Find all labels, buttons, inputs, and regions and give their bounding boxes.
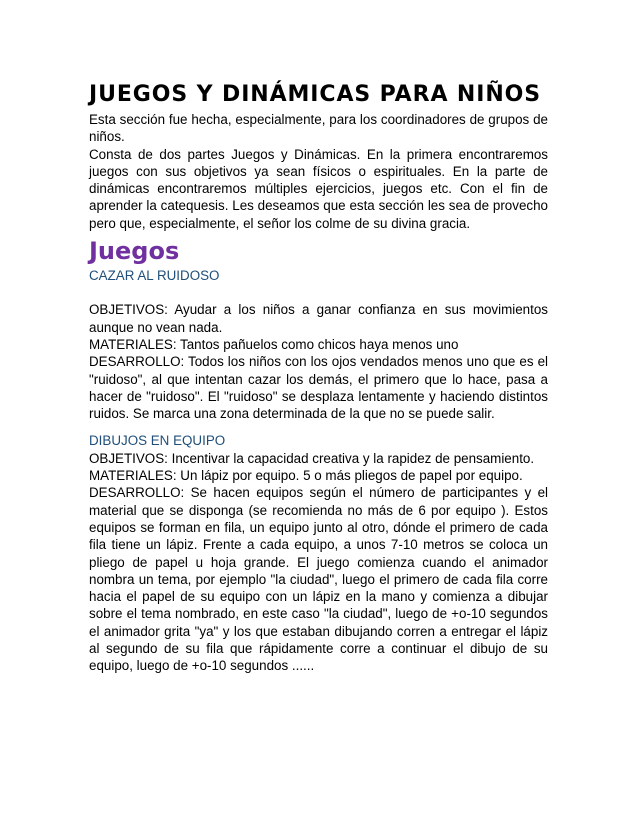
intro-paragraph-1: Esta sección fue hecha, especialmente, para los coordinadores de grupos de niños.: [89, 112, 548, 145]
game-materials: MATERIALES: Tantos pañuelos como chicos haya menos uno: [89, 336, 459, 352]
game-cazar-al-ruidoso: [89, 267, 548, 422]
game-title: DIBUJOS EN EQUIPO: [89, 433, 226, 449]
spacer: [89, 422, 548, 432]
game-development: DESARROLLO: Se hacen equipos según el número de participantes y el material que se disponga (se recomienda no más de 6 por equipo ). Estos equipos se forman en fila, un equipo junto al otro, dónde el primero de cada fila tiene un lápiz. Frente a cada equipo, a unos 7-10 metros se coloca un pliego de papel u hoja grande. El juego comienza cuando el animador nombra un tema, por ejemplo "la ciudad", luego el primero de cada fila corre hacia el papel de su equipo con un lápiz en la mano y comienza a dibujar sobre el tema nombrado, en este caso "la ciudad", luego de +o-10 segundos el animador grita "ya" y los que estaban dibujando corren a entregar el lápiz al segundo de su fila que rápidamente corre a continuar el dibujo de su equipo, luego de +o-10 segundos ......: [89, 485, 548, 674]
game-materials: MATERIALES: Un lápiz por equipo. 5 o más pliegos de papel por equipo.: [89, 468, 523, 484]
game-objectives: OBJETIVOS: Ayudar a los niños a ganar confianza en sus movimientos aunque no vean nada.: [89, 302, 548, 335]
section-heading-juegos: Juegos: [89, 237, 180, 266]
spacer: [89, 284, 548, 301]
game-dibujos-en-equipo: [89, 432, 548, 674]
game-title: CAZAR AL RUIDOSO: [89, 268, 220, 284]
game-objectives: OBJETIVOS: Incentivar la capacidad creativa y la rapidez de pensamiento.: [89, 450, 535, 466]
page-title: JUEGOS Y DINÁMICAS PARA NIÑOS: [89, 82, 541, 107]
intro-paragraph-2: Consta de dos partes Juegos y Dinámicas. En la primera encontraremos juegos con sus objetivos ya sean físicos o espirituales. En la parte de dinámicas encontraremos múltiples ejercicios, juegos etc. Con el fin de aprender la catequesis. Les deseamos que esta sección les sea de provecho pero que, especialmente, el señor los colme de su divina gracia.: [89, 146, 548, 231]
document-page: [89, 78, 548, 675]
game-development: DESARROLLO: Todos los niños con los ojos vendados menos uno que es el "ruidoso", al que intentan cazar los demás, el primero que lo hace, pasa a hacer de "ruidoso". El "ruidoso" se desplaza lentamente y haciendo distintos ruidos. Se marca una zona determinada de la que no se puede salir.: [89, 354, 548, 422]
